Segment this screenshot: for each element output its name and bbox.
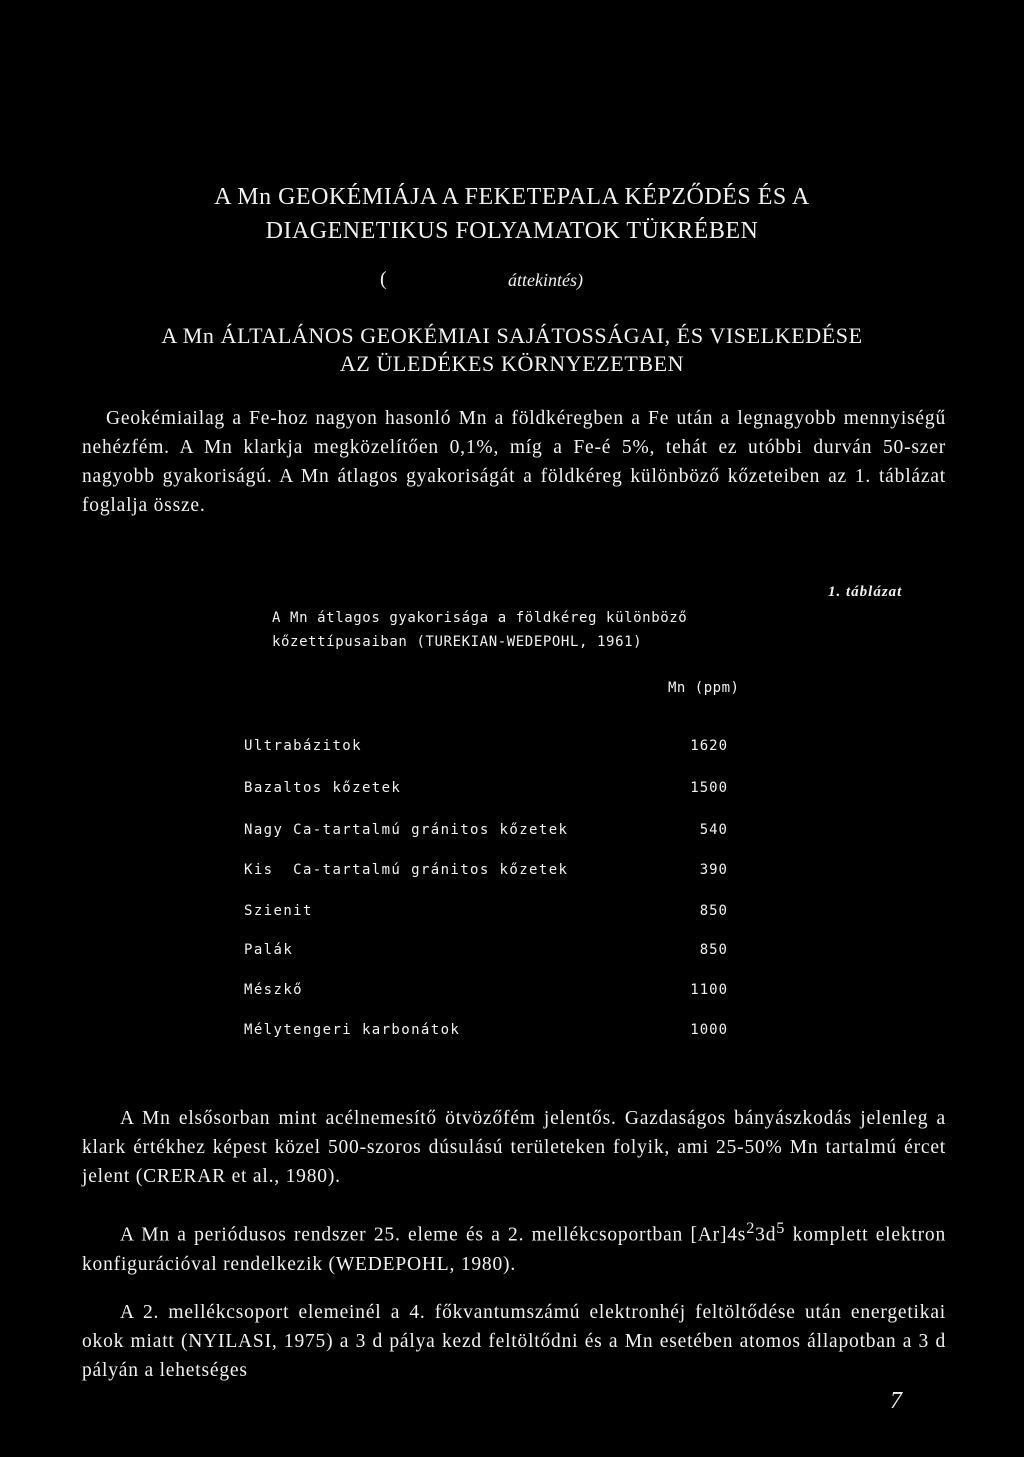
row-label: Kis Ca-tartalmú gránitos kőzetek <box>244 862 569 878</box>
table-label: 1. táblázat <box>828 584 903 600</box>
page-title <box>60 180 964 248</box>
row-value: 1100 <box>690 982 728 998</box>
row-value: 1000 <box>690 1022 728 1038</box>
intro-paragraph: Geokémiailag a Fe-hoz nagyon hasonló Mn a földkéregben a Fe után a legnagyobb mennyiségű nehézfém. A Mn klarkja megközelítően 0,1%, míg a Fe-é 5%, tehát ez utóbbi durván 50-szer nagyobb gyakoriságú. A Mn átlagos gyakoriságát a földkéreg különböző kőzeteiben az 1. táblázat foglalja össze. <box>82 408 946 516</box>
paragraph-3-text-c: komplett elektron konfigurációval rendelkezik (WEDEPOHL, 1980). <box>82 1224 946 1275</box>
paragraph-2: A Mn elsősorban mint acélnemesítő ötvözőfém jelentős. Gazdaságos bányászkodás jelenleg a klark értékhez képest közel 500-szoros dúsulású területeken folyik, ami 25-50% Mn tartalmú ércet jelent (CRERAR et al., 1980). <box>82 1108 946 1187</box>
page-number: 7 <box>890 1388 902 1414</box>
superscript: 5 <box>776 1219 786 1237</box>
section-heading <box>60 322 964 378</box>
subtitle-paren: ( <box>380 268 387 290</box>
row-value: 1620 <box>690 738 728 754</box>
paragraph-3-text-b: 3d <box>755 1224 777 1246</box>
table-title-line-2: kőzettípusaiban (TUREKIAN-WEDEPOHL, 1961) <box>272 634 643 650</box>
table-column-header: Mn (ppm) <box>668 680 740 696</box>
row-label: Mélytengeri karbonátok <box>244 1022 461 1038</box>
row-label: Nagy Ca-tartalmú gránitos kőzetek <box>244 822 569 838</box>
row-label: Bazaltos kőzetek <box>244 780 402 796</box>
row-label: Ultrabázitok <box>244 738 362 754</box>
section-heading-line-1: A Mn ÁLTALÁNOS GEOKÉMIAI SAJÁTOSSÁGAI, ÉS VISELKEDÉSE <box>161 323 863 348</box>
row-value: 540 <box>699 822 728 838</box>
paragraph-3 <box>82 1214 946 1279</box>
row-label: Szienit <box>244 903 313 919</box>
row-value: 390 <box>699 862 728 878</box>
page-title-line-2: DIAGENETIKUS FOLYAMATOK TÜKRÉBEN <box>265 218 759 244</box>
section-heading-line-2: AZ ÜLEDÉKES KÖRNYEZETBEN <box>339 351 685 376</box>
paragraph-3-text-a: A Mn a periódusos rendszer 25. eleme és a 2. mellékcsoportban [Ar]4s <box>120 1224 747 1246</box>
row-value: 1500 <box>690 780 728 796</box>
superscript: 2 <box>746 1219 756 1237</box>
paragraph-4: A 2. mellékcsoport elemeinél a 4. főkvantumszámú elektronhéj feltöltődése után energetikai okok miatt (NYILASI, 1975) a 3 d pálya kezd feltöltődni és a Mn esetében atomos állapotban a 3 d pályán a lehetséges <box>82 1302 946 1381</box>
row-value: 850 <box>699 942 728 958</box>
row-value: 850 <box>699 903 728 919</box>
row-label: Mészkő <box>244 982 303 998</box>
page-title-line-1: A Mn GEOKÉMIÁJA A FEKETEPALA KÉPZŐDÉS ÉS A <box>214 184 810 210</box>
subtitle: áttekintés) <box>508 270 583 290</box>
row-label: Palák <box>244 942 294 958</box>
table-title-line-1: A Mn átlagos gyakorisága a földkéreg különböző <box>272 610 688 626</box>
